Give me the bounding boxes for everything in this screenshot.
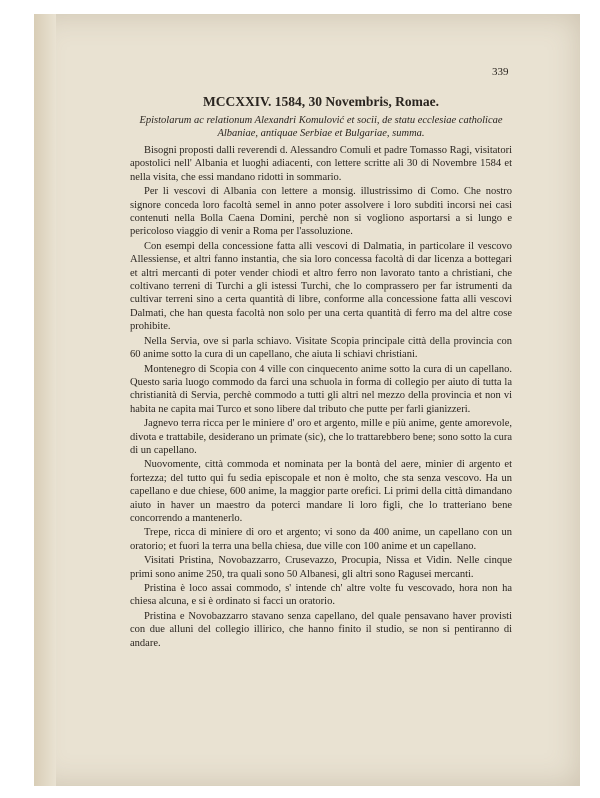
paragraph: Pristina è loco assai commodo, s' intende ch' altre volte fu vescovado, hora non ha chiesa alcuna, e si è ordinato si facci un oratorio. [130, 583, 512, 608]
document-body [130, 66, 512, 651]
document-subtitle: Epistolarum ac relationum Alexandri Komulović et socii, de statu ecclesiae catholicae Albaniae, antiquae Serbiae et Bulgariae, summa. [139, 115, 503, 139]
paragraph: Con esempi della concessione fatta alli vescovi di Dalmatia, in particolare il vescovo Allessiense, et altri fanno instantia, che sia loro concessa facoltà di dar licenza a bottegari et altri mercanti di poter vender chiodi et altro ferro non lavorato tanto a christiani, che coltivano terreni di Turchi a gli istessi Turchi, che lo comprassero per far istrumenti da cultivar terreni sino a certa quantità di libre, conforme alla concessione fatta alli vescovi Dalmati, che han questa facoltà non solo per una certa quantità di ferro ma del altre cose prohibite. [130, 240, 512, 333]
paragraph: Jagnevo terra ricca per le miniere d' oro et argento, mille e più anime, gente amorevole, divota e trattabile, desiderano un primate (sic), che lo trattarebbero bene; sono sotto la cura di un capellano. [130, 418, 512, 456]
paragraph: Bisogni proposti dalli reverendi d. Alessandro Comuli et padre Tomasso Ragi, visitatori apostolici nell' Albania et luoghi adiacenti, con lettere scritte ali 30 di Novembre 1584 et nella visita, che essi mandano ridotti in sommario. [130, 145, 512, 183]
paragraph: Visitati Pristina, Novobazzarro, Crusevazzo, Procupia, Nissa et Vidin. Nelle cinque primi sono anime 250, tra quali sono 50 Albanesi, gli altri sono Ragusei mercanti. [130, 555, 512, 580]
page-number: 339 [492, 66, 509, 78]
paragraph: Per li vescovi di Albania con lettere a monsig. illustrissimo di Como. Che nostro signore conceda loro facoltà semel in anno poter assolvere i loro subditi incorsi nei casi contenuti nella Bolla Caena Domini, perchè non si vogliono asportarsi a si lungo e pericoloso viaggio di venir a Roma per l'assoluzione. [130, 186, 512, 238]
paragraph: Montenegro di Scopia con 4 ville con cinquecento anime sotto la cura di un capellano. Questo saria luogo commodo da farci una schuola in forma di collegio per aiuto di tutta la christianità di Servia, perchè commodo a tutti gli altri nel mezzo della provincia et non vi habita ne capita mai Turco et sono libere dal tributo che putte per farli gianizzeri. [130, 363, 512, 415]
page-spine-edge [34, 14, 56, 786]
paragraph: Nuovomente, città commoda et nominata per la bontà del aere, minier di argento et fortezza; del tutto qui fu sedia episcopale et non è molto, che sta senza vescovo. Ha un capellano e due chiese, 600 anime, la maggior parte orefici. Li primi della città dimandano aiuto in haver un maestro da poterci mandare li loro figli, che lo tratteriano bene concorrendo a mantenerlo. [130, 459, 512, 524]
document-heading: MCCXXIV. 1584, 30 Novembris, Romae. [203, 94, 439, 109]
paragraph: Pristina e Novobazzarro stavano senza capellano, del quale pensavano haver provisti con due alluni del collegio illirico, che hanno finito il studio, se non si pentiranno di andare. [130, 610, 512, 649]
paragraph: Nella Servia, ove si parla schiavo. Visitate Scopia principale città della provincia con 60 anime sotto la cura di un capellano, che aiuta li schiavi christiani. [130, 335, 512, 361]
paragraph: Trepe, ricca di miniere di oro et argento; vi sono da 400 anime, un capellano con un oratorio; et fuori la terra una bella chiesa, due ville con 100 anime et un capellano. [130, 527, 512, 552]
